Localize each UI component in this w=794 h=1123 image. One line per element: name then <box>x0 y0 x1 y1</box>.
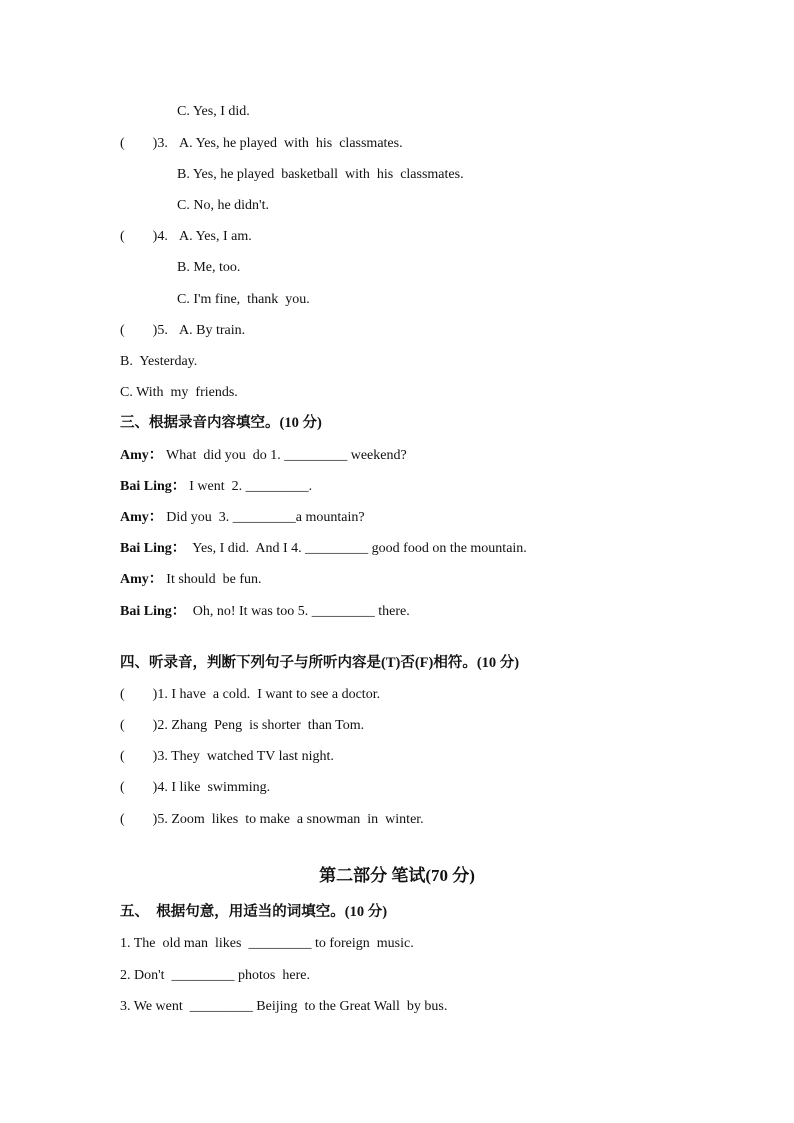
speaker-label: Bai Ling： <box>120 541 186 556</box>
dialogue-text: What did you do 1. _________ weekend? <box>162 448 407 463</box>
q5-answer-paren: ( )5. <box>120 323 168 338</box>
q5-option-a: A. By train. <box>179 323 246 338</box>
fill-blank-item: 2. Don't _________ photos here. <box>120 968 310 983</box>
q2-option-c: C. Yes, I did. <box>177 104 250 119</box>
dialogue-line <box>120 447 407 465</box>
speaker-label: Bai Ling： <box>120 479 186 494</box>
judgement-item: ( )1. I have a cold. I want to see a doctor. <box>120 687 381 702</box>
speaker-label: Amy： <box>120 510 163 525</box>
dialogue-text: Yes, I did. And I 4. _________ good food on the mountain. <box>185 541 527 556</box>
q3-option-c: C. No, he didn't. <box>177 198 269 213</box>
part2-title: 第二部分 笔试(70 分) <box>319 866 475 885</box>
q4-option-b: B. Me, too. <box>177 260 241 275</box>
dialogue-text: Did you 3. _________a mountain? <box>162 510 365 525</box>
section5-heading: 五、 根据句意，用适当的词填空。(10 分) <box>120 904 388 920</box>
dialogue-text: It should be fun. <box>162 572 262 587</box>
dialogue-line <box>120 603 410 621</box>
q4-option-c: C. I'm fine, thank you. <box>177 292 310 307</box>
fill-blank-item: 3. We went _________ Beijing to the Great Wall by bus. <box>120 999 448 1014</box>
q3-option-a: A. Yes, he played with his classmates. <box>179 136 403 151</box>
speaker-label: Amy： <box>120 448 163 463</box>
section3-heading: 三、根据录音内容填空。(10 分) <box>120 415 322 431</box>
fill-blank-item: 1. The old man likes _________ to foreign music. <box>120 936 414 951</box>
dialogue-text: Oh, no! It was too 5. _________ there. <box>185 604 410 619</box>
dialogue-line <box>120 478 312 496</box>
speaker-label: Bai Ling： <box>120 604 186 619</box>
judgement-item: ( )4. I like swimming. <box>120 780 271 795</box>
dialogue-text: I went 2. _________. <box>185 479 313 494</box>
dialogue-line <box>120 509 365 527</box>
dialogue-line <box>120 540 527 558</box>
q4-answer-paren: ( )4. <box>120 229 168 244</box>
speaker-label: Amy： <box>120 572 163 587</box>
q3-answer-paren: ( )3. <box>120 136 168 151</box>
judgement-item: ( )5. Zoom likes to make a snowman in winter. <box>120 812 424 827</box>
judgement-item: ( )3. They watched TV last night. <box>120 749 334 764</box>
section4-heading: 四、听录音，判断下列句子与所听内容是(T)否(F)相符。(10 分) <box>120 655 520 671</box>
q5-option-b: B. Yesterday. <box>120 354 198 369</box>
dialogue-line <box>120 571 262 589</box>
q3-option-b: B. Yes, he played basketball with his classmates. <box>177 167 464 182</box>
q5-option-c: C. With my friends. <box>120 385 238 400</box>
q4-option-a: A. Yes, I am. <box>179 229 252 244</box>
judgement-item: ( )2. Zhang Peng is shorter than Tom. <box>120 718 365 733</box>
